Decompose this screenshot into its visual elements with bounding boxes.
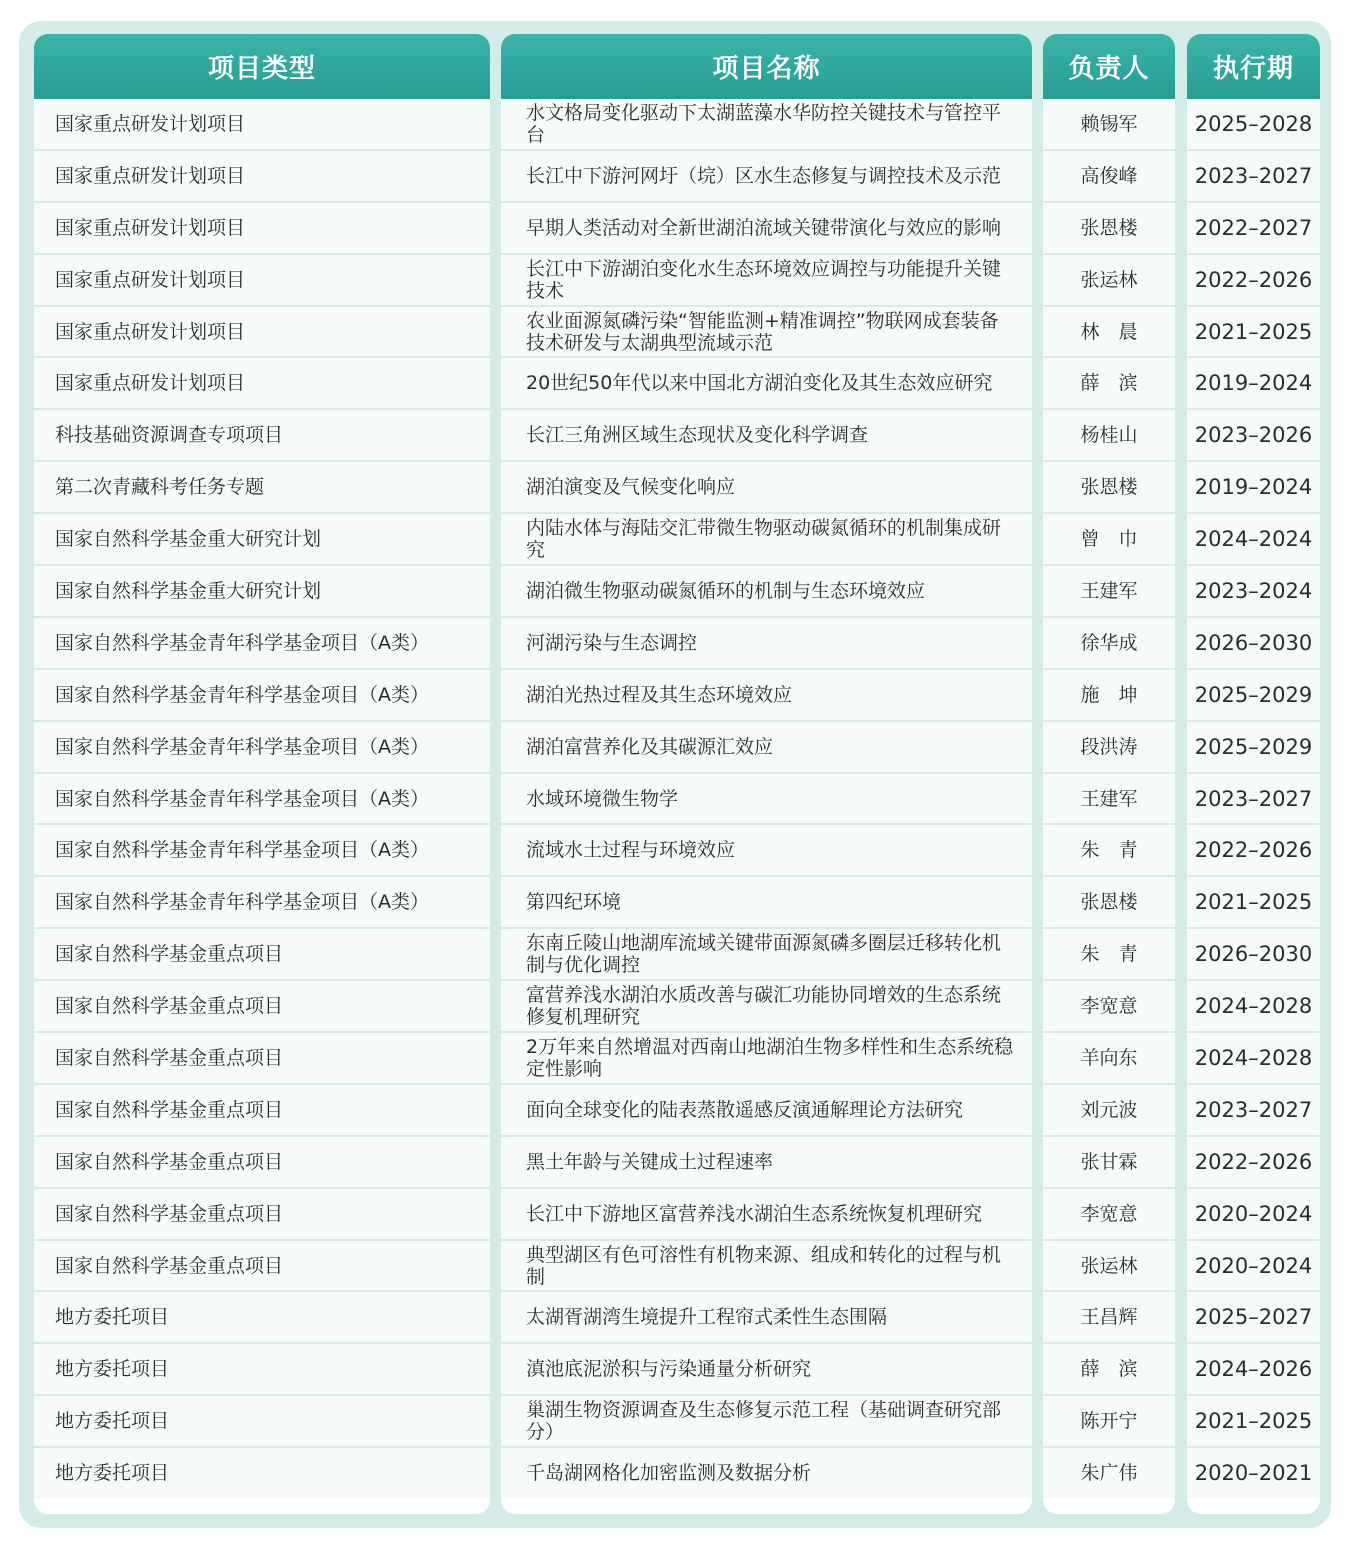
project-type-cell: 第二次青藏科考任务专题: [34, 462, 490, 514]
period-cell: 2022–2027: [1187, 203, 1320, 255]
header-leader: 负责人: [1043, 34, 1175, 99]
leader-cell: 薛 滨: [1043, 1344, 1175, 1396]
period-cell: 2023–2027: [1187, 151, 1320, 203]
project-name-cell: [501, 1085, 1032, 1137]
project-name-cell: [501, 722, 1032, 774]
period-cell: 2023–2027: [1187, 1085, 1320, 1137]
project-type-cell: 国家自然科学基金重大研究计划: [34, 566, 490, 618]
project-name-text: 20世纪50年代以来中国北方湖泊变化及其生态效应研究: [526, 372, 993, 395]
leader-cell: 张运林: [1043, 255, 1175, 307]
leader-cell: 薛 滨: [1043, 358, 1175, 410]
project-type-cell: 国家自然科学基金重点项目: [34, 981, 490, 1033]
project-name-text: 富营养浅水湖泊水质改善与碳汇功能协同增效的生态系统修复机理研究: [526, 984, 1002, 1029]
project-name-text: 2万年来自然增温对西南山地湖泊生物多样性和生态系统稳定性影响: [526, 1035, 1014, 1080]
project-name-cell: [501, 981, 1032, 1033]
period-cell: 2021–2025: [1187, 877, 1320, 929]
project-name-text: 太湖胥湖湾生境提升工程帘式柔性生态围隔: [526, 1306, 888, 1329]
project-name-text: 巢湖生物资源调查及生态修复示范工程（基础调查研究部分）: [526, 1399, 1002, 1444]
project-name-cell: [501, 774, 1032, 826]
project-name-text: 湖泊富营养化及其碳源汇效应: [526, 735, 774, 758]
project-type-cell: 地方委托项目: [34, 1292, 490, 1344]
leader-cell: 王建军: [1043, 566, 1175, 618]
project-name-cell: [501, 255, 1032, 307]
project-name-text: 长江三角洲区域生态现状及变化科学调查: [526, 424, 869, 447]
project-name-text: 滇池底泥淤积与污染通量分析研究: [526, 1358, 812, 1381]
period-cell: 2026–2030: [1187, 929, 1320, 981]
project-name-text: 湖泊微生物驱动碳氮循环的机制与生态环境效应: [526, 579, 926, 602]
period-cell: 2020–2024: [1187, 1189, 1320, 1241]
leader-cell: 王昌辉: [1043, 1292, 1175, 1344]
period-cell: 2026–2030: [1187, 618, 1320, 670]
project-name-cell: [501, 462, 1032, 514]
period-cell: 2019–2024: [1187, 358, 1320, 410]
project-type-cell: 国家自然科学基金青年科学基金项目（A类）: [34, 670, 490, 722]
leader-cell: 曾 巾: [1043, 514, 1175, 566]
project-type-cell: 国家自然科学基金青年科学基金项目（A类）: [34, 825, 490, 877]
header-project-type: 项目类型: [34, 34, 490, 99]
project-name-text: 长江中下游湖泊变化水生态环境效应调控与功能提升关键技术: [526, 257, 1002, 302]
project-name-text: 面向全球变化的陆表蒸散遥感反演通解理论方法研究: [526, 1098, 964, 1121]
period-cell: 2025–2029: [1187, 670, 1320, 722]
project-name-cell: [501, 1448, 1032, 1498]
project-type-cell: 国家自然科学基金重点项目: [34, 1085, 490, 1137]
project-name-text: 东南丘陵山地湖库流域关键带面源氮磷多圈层迁移转化机制与优化调控: [526, 932, 1002, 977]
period-cell: 2024–2028: [1187, 981, 1320, 1033]
column-period: [1187, 34, 1320, 1514]
project-name-text: 早期人类活动对全新世湖泊流域关键带演化与效应的影响: [526, 216, 1002, 239]
period-cell: 2025–2027: [1187, 1292, 1320, 1344]
period-cell: 2021–2025: [1187, 1396, 1320, 1448]
period-cell: 2025–2029: [1187, 722, 1320, 774]
period-cell: 2020–2021: [1187, 1448, 1320, 1498]
project-type-cell: 国家重点研发计划项目: [34, 358, 490, 410]
project-name-cell: [501, 877, 1032, 929]
period-cell: 2022–2026: [1187, 255, 1320, 307]
project-name-text: 湖泊演变及气候变化响应: [526, 476, 736, 499]
project-name-cell: [501, 1344, 1032, 1396]
project-type-cell: 科技基础资源调查专项项目: [34, 410, 490, 462]
project-type-cell: 国家重点研发计划项目: [34, 307, 490, 359]
project-type-cell: 国家自然科学基金重点项目: [34, 1137, 490, 1189]
leader-cell: 刘元波: [1043, 1085, 1175, 1137]
project-name-text: 长江中下游地区富营养浅水湖泊生态系统恢复机理研究: [526, 1202, 983, 1225]
leader-cell: 张恩楼: [1043, 877, 1175, 929]
project-name-text: 水文格局变化驱动下太湖蓝藻水华防控关键技术与管控平台: [526, 101, 1002, 146]
project-name-text: 河湖污染与生态调控: [526, 631, 698, 654]
leader-cell: 赖锡军: [1043, 99, 1175, 151]
project-name-cell: [501, 410, 1032, 462]
project-type-cell: 国家自然科学基金重点项目: [34, 1241, 490, 1293]
project-name-cell: [501, 670, 1032, 722]
project-name-cell: [501, 203, 1032, 255]
project-name-cell: [501, 1137, 1032, 1189]
leader-cell: 段洪涛: [1043, 722, 1175, 774]
leader-cell: 高俊峰: [1043, 151, 1175, 203]
project-name-cell: [501, 99, 1032, 151]
leader-cell: 王建军: [1043, 774, 1175, 826]
leader-cell: 徐华成: [1043, 618, 1175, 670]
period-cell: 2020–2024: [1187, 1241, 1320, 1293]
column-project-name: [501, 34, 1032, 1514]
period-cell: 2024–2026: [1187, 1344, 1320, 1396]
project-name-text: 水域环境微生物学: [526, 787, 679, 810]
project-type-cell: 国家自然科学基金重点项目: [34, 1033, 490, 1085]
project-name-cells: [501, 99, 1032, 1498]
leader-cell: 李宽意: [1043, 981, 1175, 1033]
column-leader: [1043, 34, 1175, 1514]
project-name-cell: [501, 1396, 1032, 1448]
project-name-text: 第四纪环境: [526, 891, 622, 914]
leader-cell: 李宽意: [1043, 1189, 1175, 1241]
project-name-text: 农业面源氮磷污染“智能监测+精准调控”物联网成套装备技术研发与太湖典型流域示范: [526, 309, 999, 354]
project-name-cell: [501, 825, 1032, 877]
header-period: 执行期: [1187, 34, 1320, 99]
period-cell: 2022–2026: [1187, 1137, 1320, 1189]
project-name-cell: [501, 566, 1032, 618]
project-name-text: 流域水土过程与环境效应: [526, 839, 736, 862]
project-name-cell: [501, 1292, 1032, 1344]
period-cells: [1187, 99, 1320, 1498]
period-cell: 2022–2026: [1187, 825, 1320, 877]
leader-cell: 朱 青: [1043, 929, 1175, 981]
project-name-cell: [501, 307, 1032, 359]
project-type-cell: 国家重点研发计划项目: [34, 99, 490, 151]
project-name-cell: [501, 151, 1032, 203]
project-type-cell: 国家自然科学基金青年科学基金项目（A类）: [34, 722, 490, 774]
project-name-cell: [501, 1033, 1032, 1085]
period-cell: 2023–2026: [1187, 410, 1320, 462]
leader-cells: [1043, 99, 1175, 1498]
period-cell: 2019–2024: [1187, 462, 1320, 514]
leader-cell: 朱广伟: [1043, 1448, 1175, 1498]
project-name-text: 黑土年龄与关键成土过程速率: [526, 1150, 774, 1173]
project-name-text: 典型湖区有色可溶性有机物来源、组成和转化的过程与机制: [526, 1243, 1002, 1288]
period-cell: 2024–2024: [1187, 514, 1320, 566]
project-name-text: 千岛湖网格化加密监测及数据分析: [526, 1462, 812, 1485]
leader-cell: 张运林: [1043, 1241, 1175, 1293]
leader-cell: 羊向东: [1043, 1033, 1175, 1085]
project-type-cell: 地方委托项目: [34, 1448, 490, 1498]
period-cell: 2023–2024: [1187, 566, 1320, 618]
leader-cell: 陈开宁: [1043, 1396, 1175, 1448]
project-type-cell: 国家自然科学基金青年科学基金项目（A类）: [34, 877, 490, 929]
period-cell: 2021–2025: [1187, 307, 1320, 359]
period-cell: 2023–2027: [1187, 774, 1320, 826]
project-name-cell: [501, 514, 1032, 566]
period-cell: 2024–2028: [1187, 1033, 1320, 1085]
project-type-cell: 国家重点研发计划项目: [34, 151, 490, 203]
project-type-cell: 国家自然科学基金重大研究计划: [34, 514, 490, 566]
project-name-cell: [501, 618, 1032, 670]
project-name-cell: [501, 1241, 1032, 1293]
project-type-cell: 地方委托项目: [34, 1344, 490, 1396]
period-cell: 2025–2028: [1187, 99, 1320, 151]
project-name-cell: [501, 358, 1032, 410]
project-name-cell: [501, 1189, 1032, 1241]
project-type-cell: 国家自然科学基金重点项目: [34, 1189, 490, 1241]
leader-cell: 张恩楼: [1043, 203, 1175, 255]
project-type-cell: 国家重点研发计划项目: [34, 255, 490, 307]
project-type-cell: 国家自然科学基金青年科学基金项目（A类）: [34, 618, 490, 670]
column-project-type: [34, 34, 490, 1514]
project-name-text: 内陆水体与海陆交汇带微生物驱动碳氮循环的机制集成研究: [526, 517, 1002, 562]
leader-cell: 张甘霖: [1043, 1137, 1175, 1189]
project-type-cell: 国家自然科学基金重点项目: [34, 929, 490, 981]
leader-cell: 杨桂山: [1043, 410, 1175, 462]
project-type-cell: 国家重点研发计划项目: [34, 203, 490, 255]
project-name-cell: [501, 929, 1032, 981]
project-name-text: 长江中下游河网圩（垸）区水生态修复与调控技术及示范: [526, 164, 1002, 187]
leader-cell: 张恩楼: [1043, 462, 1175, 514]
header-project-name: 项目名称: [501, 34, 1032, 99]
leader-cell: 朱 青: [1043, 825, 1175, 877]
project-type-cell: 地方委托项目: [34, 1396, 490, 1448]
project-type-cells: [34, 99, 490, 1498]
leader-cell: 林 晨: [1043, 307, 1175, 359]
project-type-cell: 国家自然科学基金青年科学基金项目（A类）: [34, 774, 490, 826]
project-name-text: 湖泊光热过程及其生态环境效应: [526, 683, 793, 706]
leader-cell: 施 坤: [1043, 670, 1175, 722]
